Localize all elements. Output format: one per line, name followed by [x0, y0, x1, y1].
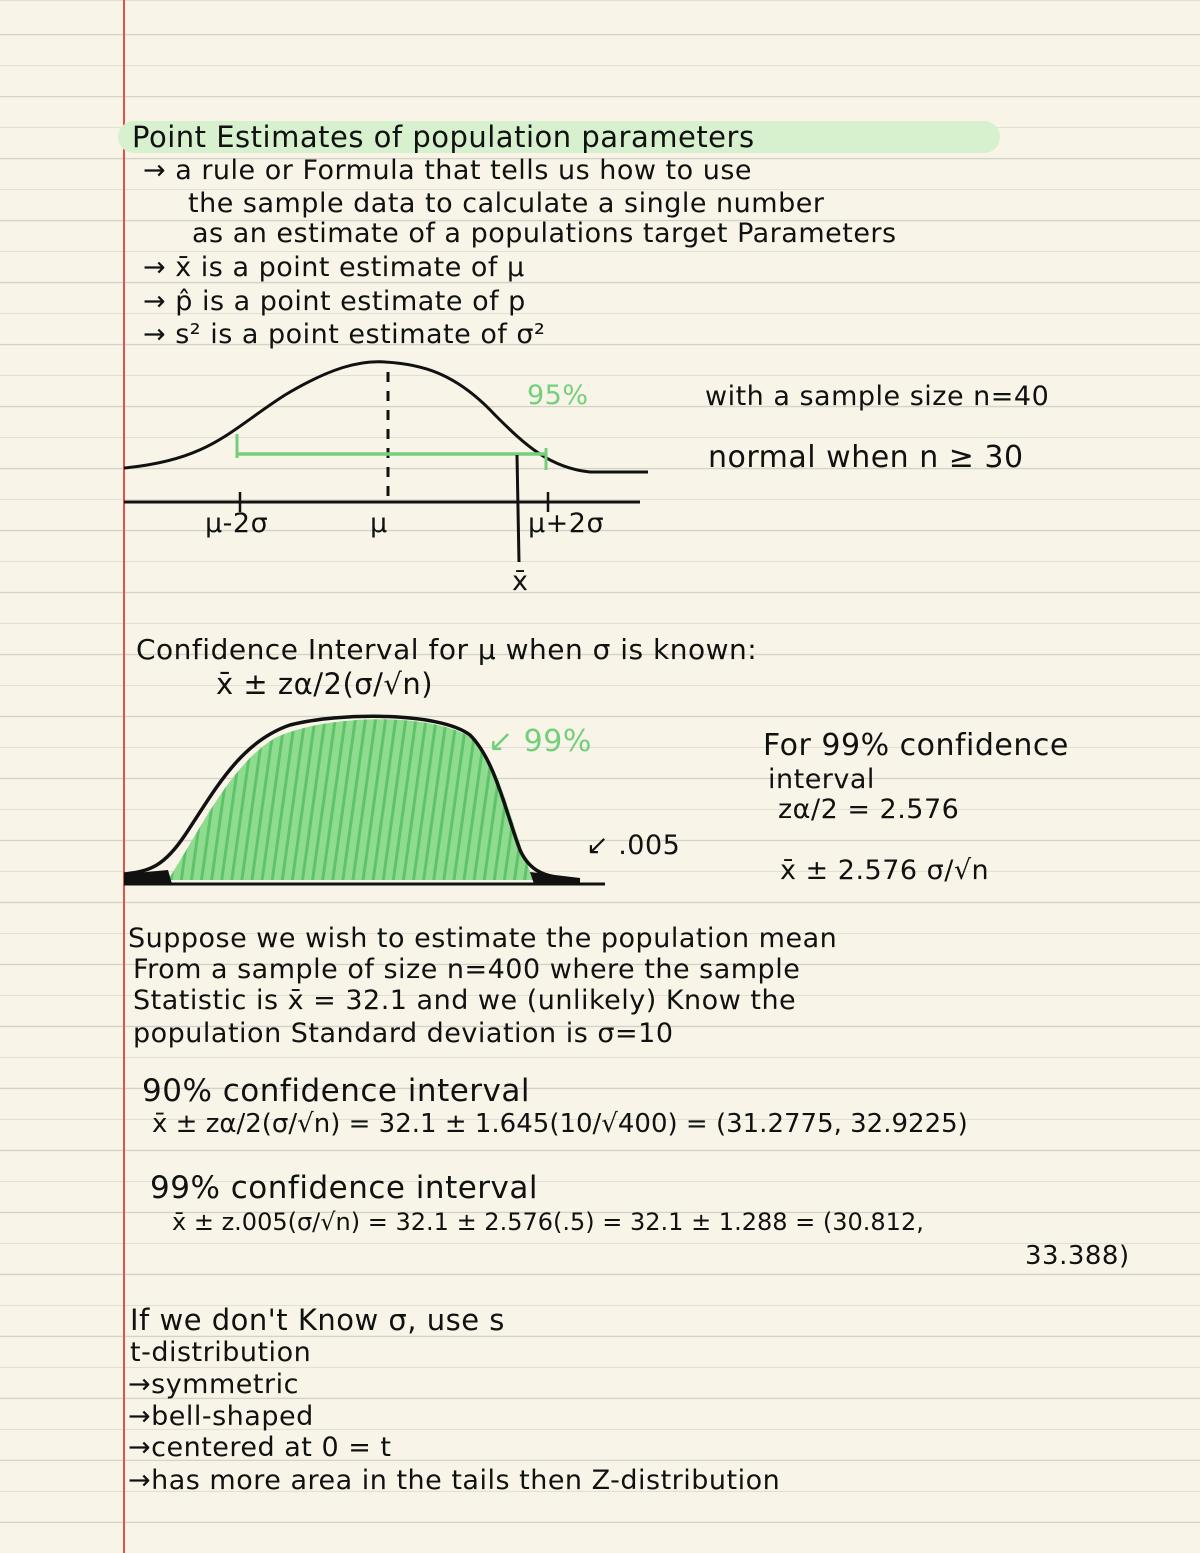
axis-label-mu-plus-2sigma: μ+2σ — [528, 508, 605, 539]
ci99-note-line-1: For 99% confidence — [763, 728, 1069, 763]
t-section-line-1: If we don't Know σ, use s — [130, 1303, 505, 1337]
percent-99-label: ↙ 99% — [488, 724, 592, 759]
example-line-3: Statistic is x̄ = 32.1 and we (unlikely) Know the — [133, 985, 797, 1016]
ci99-formula-continued: 33.388) — [1025, 1241, 1130, 1271]
example-line-4: population Standard deviation is σ=10 — [133, 1018, 674, 1049]
t-section-line-4: →bell-shaped — [128, 1401, 314, 1432]
point-estimate-mean: → x̄ is a point estimate of μ — [143, 252, 525, 283]
ci-known-sigma-heading: Confidence Interval for μ when σ is known: — [136, 633, 758, 666]
t-section-line-5: →centered at 0 = t — [128, 1432, 392, 1463]
definition-line-2: the sample data to calculate a single number — [188, 188, 825, 219]
point-estimate-proportion: → p̂ is a point estimate of p — [143, 286, 526, 317]
axis-label-mu: μ — [370, 508, 388, 539]
ci-formula: x̄ ± zα/2(σ/√n) — [216, 667, 434, 701]
definition-line-1: → a rule or Formula that tells us how to use — [143, 155, 752, 186]
tail-005-label: ↙ .005 — [586, 830, 681, 861]
page-title: Point Estimates of population parameters — [132, 120, 755, 154]
ci99-note-line-2: interval — [768, 764, 875, 795]
ci99-formula: x̄ ± z.005(σ/√n) = 32.1 ± 2.576(.5) = 32.1 ± 1.288 = (30.812, — [172, 1208, 924, 1236]
ci90-formula: x̄ ± zα/2(σ/√n) = 32.1 ± 1.645(10/√400) = (31.2775, 32.9225) — [152, 1109, 968, 1139]
ci99-heading: 99% confidence interval — [150, 1170, 538, 1206]
estimator-s2: s² — [175, 319, 202, 350]
t-section-line-2: t-distribution — [130, 1337, 312, 1368]
ci99-note-line-4: x̄ ± 2.576 σ/√n — [780, 855, 990, 886]
axis-label-xbar: x̄ — [512, 566, 529, 597]
ci90-heading: 90% confidence interval — [142, 1073, 530, 1109]
right-tail-shade — [530, 872, 580, 884]
estimator-xbar: x̄ — [175, 252, 192, 283]
percent-95-label: 95% — [527, 380, 589, 411]
point-estimate-variance: → s² is a point estimate of σ² — [143, 319, 546, 350]
ci99-note-line-3: zα/2 = 2.576 — [778, 794, 960, 825]
t-section-line-3: →symmetric — [128, 1369, 299, 1400]
example-line-1: Suppose we wish to estimate the population mean — [128, 923, 838, 954]
definition-line-3: as an estimate of a populations target Parameters — [192, 218, 897, 249]
estimator-phat: p̂ — [175, 286, 193, 317]
example-line-2: From a sample of size n=400 where the sample — [133, 954, 801, 985]
axis-label-mu-minus-2sigma: μ-2σ — [205, 508, 269, 539]
note-sample-size: with a sample size n=40 — [705, 381, 1050, 412]
note-normal-condition: normal when n ≥ 30 — [708, 440, 1024, 475]
t-section-line-6: →has more area in the tails then Z-distribution — [128, 1465, 781, 1496]
